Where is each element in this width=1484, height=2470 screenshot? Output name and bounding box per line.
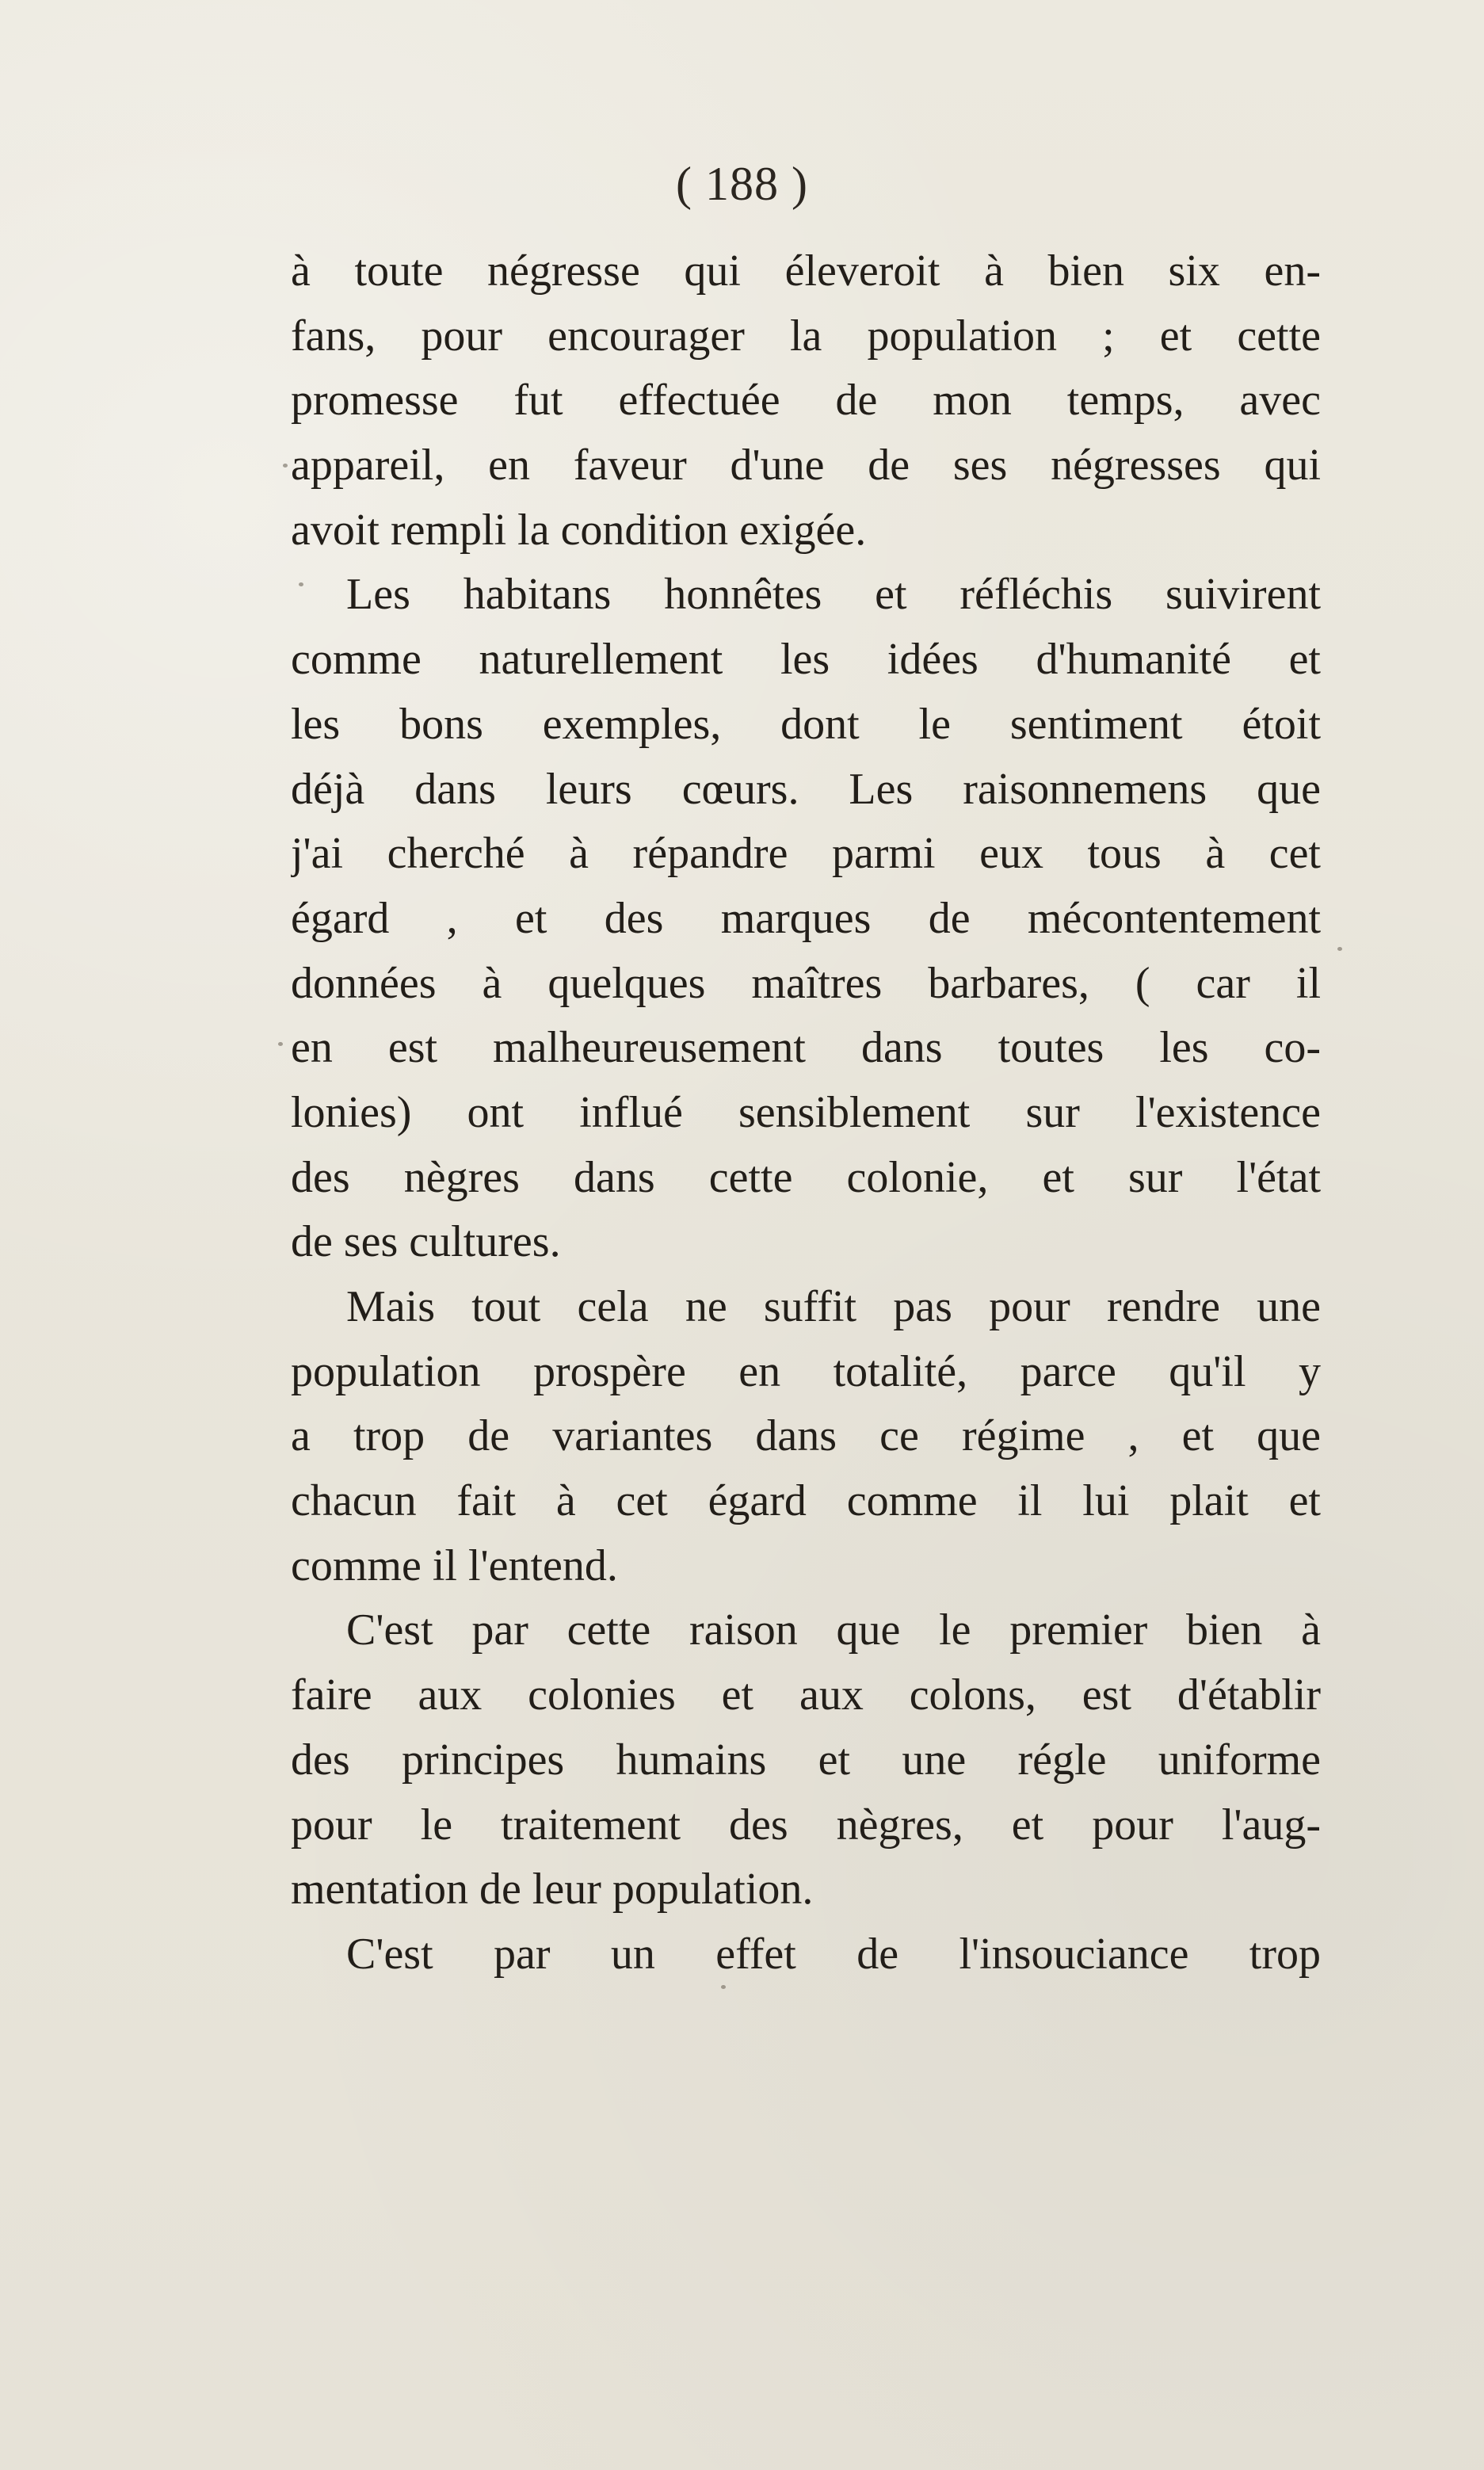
text-line: les bons exemples, dont le sentiment étoit <box>291 699 1321 749</box>
text-line: appareil, en faveur d'une de ses négresses qui <box>291 441 1321 491</box>
text-line: pour le traitement des nègres, et pour l'aug- <box>291 1800 1321 1850</box>
page-speck <box>1337 947 1342 951</box>
text-line: comme il l'entend. <box>291 1540 618 1590</box>
text-line: Mais tout cela ne suffit pas pour rendre une <box>346 1282 1321 1331</box>
text-line: à toute négresse qui éleveroit à bien six en- <box>291 246 1321 296</box>
text-line: de ses cultures. <box>291 1217 561 1267</box>
text-line: faire aux colonies et aux colons, est d'établir <box>291 1670 1321 1720</box>
text-line: données à quelques maîtres barbares, ( car il <box>291 958 1321 1008</box>
text-line: mentation de leur population. <box>291 1865 814 1915</box>
text-line: j'ai cherché à répandre parmi eux tous à cet <box>291 829 1321 879</box>
text-line: déjà dans leurs cœurs. Les raisonnemens que <box>291 764 1321 814</box>
text-line: C'est par un effet de l'insouciance trop <box>346 1929 1321 1979</box>
text-line: comme naturellement les idées d'humanité et <box>291 635 1321 685</box>
text-line: lonies) ont influé sensiblement sur l'existence <box>291 1087 1321 1137</box>
text-line: des nègres dans cette colonie, et sur l'état <box>291 1152 1321 1202</box>
text-line: en est malheureusement dans toutes les co- <box>291 1023 1321 1073</box>
text-line: Les habitans honnêtes et réfléchis suivirent <box>346 570 1321 620</box>
page-speck <box>721 1985 726 1989</box>
text-line: égard , et des marques de mécontentement <box>291 893 1321 943</box>
text-line: chacun fait à cet égard comme il lui plait et <box>291 1476 1321 1526</box>
page-number: ( 188 ) <box>676 158 808 210</box>
text-line: promesse fut effectuée de mon temps, avec <box>291 376 1321 426</box>
text-line: population prospère en totalité, parce qu'il y <box>291 1346 1321 1396</box>
page-speck <box>283 464 288 468</box>
text-line: avoit rempli la condition exigée. <box>291 505 867 555</box>
text-line: fans, pour encourager la population ; et cette <box>291 311 1321 361</box>
text-line: des principes humains et une régle uniforme <box>291 1735 1321 1785</box>
page-speck <box>278 1042 283 1046</box>
text-line: a trop de variantes dans ce régime , et que <box>291 1411 1321 1461</box>
page-speck <box>299 582 303 586</box>
text-line: C'est par cette raison que le premier bien à <box>346 1605 1321 1655</box>
body-text <box>291 236 1321 1984</box>
